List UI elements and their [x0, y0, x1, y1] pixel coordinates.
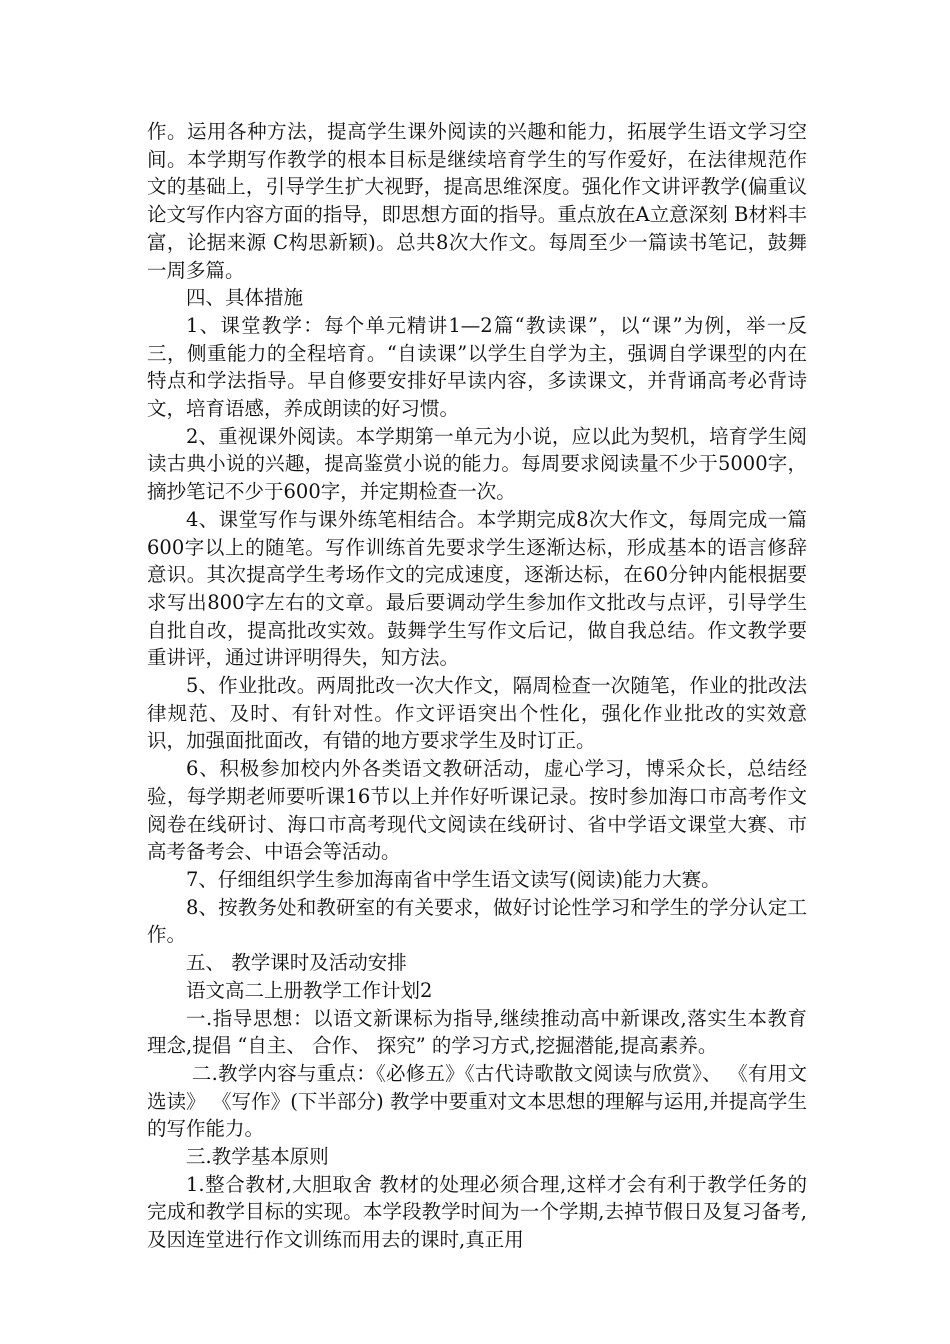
paragraph-guiding-ideas: 一.指导思想：以语文新课标为指导,继续推动高中新课改,落实生本教育理念,提倡 “自主、 合作、 探究” 的学习方式,挖掘潜能,提高素养。: [147, 1006, 807, 1058]
paragraph-principle-1: 1.整合教材,大胆取舍 教材的处理必须合理,这样才会有利于教学任务的完成和教学目标的实现。本学段教学时间为一个学期,去掉节假日及复习备考,及因连堂进行作文训练而用去的课时,真正用: [147, 1172, 807, 1252]
paragraph-measure-7: 7、仔细组织学生参加海南省中学生语文读写(阅读)能力大赛。: [186, 867, 721, 891]
paragraph-measure-8: 8、按教务处和教研室的有关要求，做好讨论性学习和学生的学分认定工作。: [147, 895, 807, 947]
paragraph-reading-writing-goals: 作。运用各种方法，提高学生课外阅读的兴趣和能力，拓展学生语文学习空间。本学期写作教学的根本目标是继续培育学生的写作爱好，在法律规范作文的基础上，引导学生扩大视野，提高思维深度。强化作文讲评教学(偏重议论文写作内容方面的指导，即思想方面的指导。重点放在A立意深刻 B材料丰富，论据来源 C构思新颖)。总共8次大作文。每周至少一篇读书笔记，鼓舞一周多篇。: [147, 120, 807, 282]
heading-basic-principles: 三.教学基本原则: [186, 1145, 329, 1169]
paragraph-measure-6: 6、积极参加校内外各类语文教研活动，虚心学习，博采众长，总结经验，每学期老师要听课16节以上并作好听课记录。按时参加海口市高考作文阅卷在线研讨、海口市高考现代文阅读在线研讨、省中学语文课堂大赛、市高考备考会、中语会等活动。: [147, 757, 807, 864]
heading-schedule: 五、 教学课时及活动安排: [186, 951, 407, 975]
paragraph-content-focus: 二.教学内容与重点：《必修五》《古代诗歌散文阅读与欣赏》、 《有用文选读》 《写作》(下半部分) 教学中要重对文本思想的理解与运用,并提高学生的写作能力。: [147, 1061, 807, 1141]
document-page: [147, 118, 807, 1254]
heading-specific-measures: 四、具体措施: [186, 286, 304, 310]
paragraph-measure-4: 4、课堂写作与课外练笔相结合。本学期完成8次大作文，每周完成一篇600字以上的随笔。写作训练首先要求学生逐渐达标，形成基本的语言修辞意识。其次提高学生考场作文的完成速度，逐渐达标，在60分钟内能根据要求写出800字左右的文章。最后要调动学生参加作文批改与点评，引导学生自批自改，提高批改实效。鼓舞学生写作文后记，做自我总结。作文教学要重讲评，通过讲评明得失，知方法。: [147, 507, 807, 670]
paragraph-measure-2: 2、重视课外阅读。本学期第一单元为小说，应以此为契机，培育学生阅读古典小说的兴趣，提高鉴赏小说的能力。每周要求阅读量不少于5000字，摘抄笔记不少于600字，并定期检查一次。: [147, 424, 807, 504]
heading-plan-2: 语文高二上册教学工作计划2: [186, 978, 433, 1002]
paragraph-measure-1: 1、课堂教学：每个单元精讲1—2篇“教读课”，以“课”为例，举一反三，侧重能力的全程培育。“自读课”以学生自学为主，强调自学课型的内在特点和学法指导。早自修要安排好早读内容，多读课文，并背诵高考必背诗文，培育语感，养成朗读的好习惯。: [147, 313, 807, 421]
paragraph-measure-5: 5、作业批改。两周批改一次大作文，隔周检查一次随笔，作业的批改法律规范、及时、有针对性。作文评语突出个性化，强化作业批改的实效意识，加强面批面改，有错的地方要求学生及时订正。: [147, 674, 807, 753]
